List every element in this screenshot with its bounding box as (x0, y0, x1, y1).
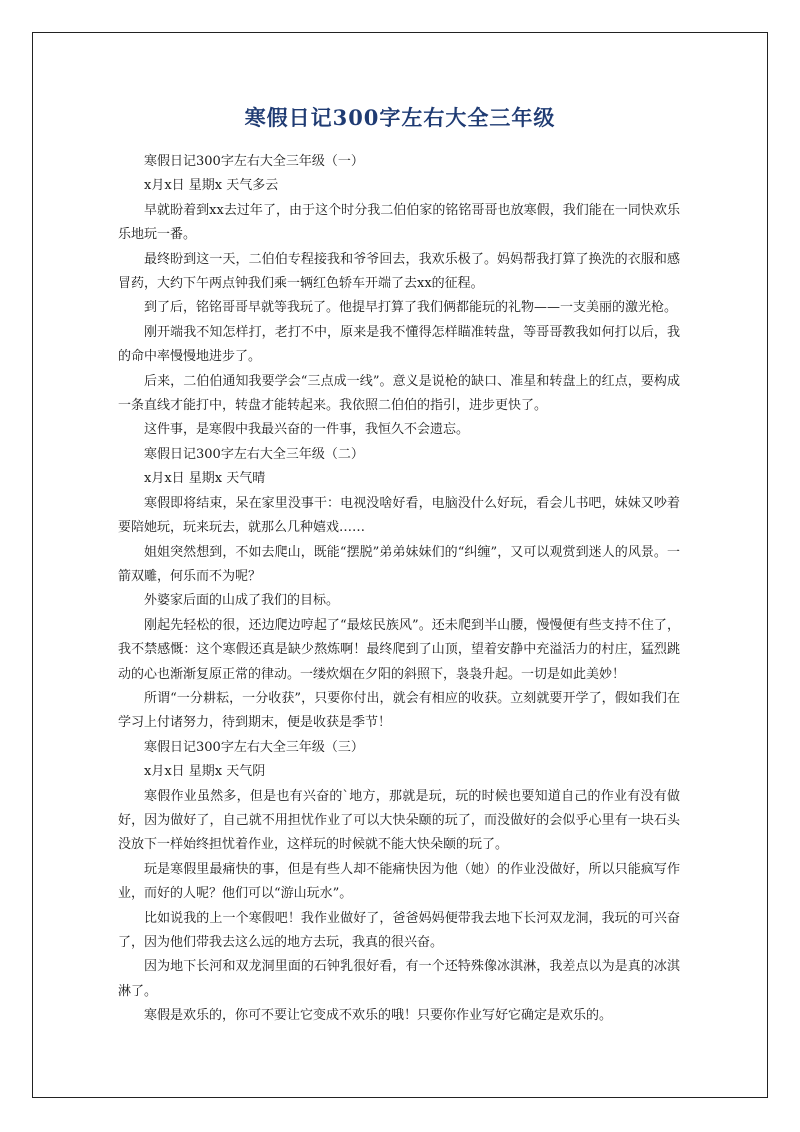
document-body (118, 150, 680, 1029)
paragraph: 玩是寒假里最痛快的事，但是有些人却不能痛快因为他（她）的作业没做好，所以只能疯写作业，而好的人呢？他们可以“游山玩水”。 (118, 861, 680, 902)
paragraph: 寒假日记300字左右大全三年级（一） (144, 154, 364, 169)
paragraph: x月x日 星期x 天气阴 (144, 764, 266, 780)
paragraph: 这件事，是寒假中我最兴奋的一件事，我恒久不会遗忘。 (144, 422, 470, 438)
document-title: 寒假日记300字左右大全三年级 (244, 105, 556, 130)
paragraph: 刚开端我不知怎样打，老打不中，原来是我不懂得怎样瞄准转盘，等哥哥教我如何打以后，我的命中率慢慢地进步了。 (118, 324, 680, 365)
paragraph: 寒假日记300字左右大全三年级（二） (144, 446, 364, 462)
paragraph: 因为地下长河和双龙洞里面的石钟乳很好看，有一个还特殊像冰淇淋，我差点以为是真的冰淇淋了。 (118, 959, 680, 999)
paragraph: 早就盼着到xx去过年了，由于这个时分我二伯伯家的铭铭哥哥也放寒假，我们能在一同快欢乐乐地玩一番。 (118, 202, 680, 243)
paragraph: x月x日 星期x 天气多云 (144, 178, 279, 194)
paragraph: 比如说我的上一个寒假吧！我作业做好了，爸爸妈妈便带我去地下长河双龙洞，我玩的可兴奋了，因为他们带我去这么远的地方去玩，我真的很兴奋。 (118, 910, 680, 950)
paragraph: 寒假日记300字左右大全三年级（三） (144, 739, 364, 755)
paragraph: 后来，二伯伯通知我要学会“三点成一线”。意义是说枪的缺口、准星和转盘上的红点，要构成一条直线才能打中，转盘才能转起来。我依照二伯伯的指引，进步更快了。 (118, 373, 680, 414)
paragraph: 寒假作业虽然多，但是也有兴奋的`地方，那就是玩，玩的时候也要知道自己的作业有没有做好，因为做好了，自己就不用担忧作业了可以大快朵颐的玩了，而没做好的会似乎心里有一块石头没放下一样始终担忧着作业，这样玩的时候就不能大快朵颐的玩了。 (118, 788, 680, 853)
paragraph: 姐姐突然想到，不如去爬山，既能“摆脱”弟弟妹妹们的“纠缠”，又可以观赏到迷人的风景。一箭双雕，何乐而不为呢？ (118, 544, 680, 584)
paragraph: 最终盼到这一天，二伯伯专程接我和爷爷回去，我欢乐极了。妈妈帮我打算了换洗的衣服和感冒药，大约下午两点钟我们乘一辆红色轿车开端了去xx的征程。 (118, 251, 680, 292)
paragraph: 所谓“一分耕耘，一分收获”，只要你付出，就会有相应的收获。立刻就要开学了，假如我们在学习上付诸努力，待到期末，便是收获是季节！ (118, 690, 680, 731)
paragraph: 到了后，铭铭哥哥早就等我玩了。他提早打算了我们俩都能玩的礼物——一支美丽的激光枪。 (144, 300, 678, 316)
paragraph: x月x日 星期x 天气晴 (144, 471, 266, 487)
paragraph: 刚起先轻松的很，还边爬边哼起了“最炫民族风”。还未爬到半山腰，慢慢便有些支持不住了，我不禁感慨：这个寒假还真是缺少熬炼啊！最终爬到了山顶，望着安静中充溢活力的村庄，猛烈跳动的心也渐渐复原正常的律动。一缕炊烟在夕阳的斜照下，袅袅升起。一切是如此美妙！ (118, 617, 680, 682)
paragraph: 寒假是欢乐的，你可不要让它变成不欢乐的哦！只要你作业写好它确定是欢乐的。 (144, 1008, 613, 1024)
paragraph: 寒假即将结束，呆在家里没事干：电视没啥好看，电脑没什么好玩，看会儿书吧，妹妹又吵着要陪她玩，玩来玩去，就那么几种嬉戏…… (118, 495, 680, 536)
paragraph: 外婆家后面的山成了我们的目标。 (144, 593, 340, 609)
